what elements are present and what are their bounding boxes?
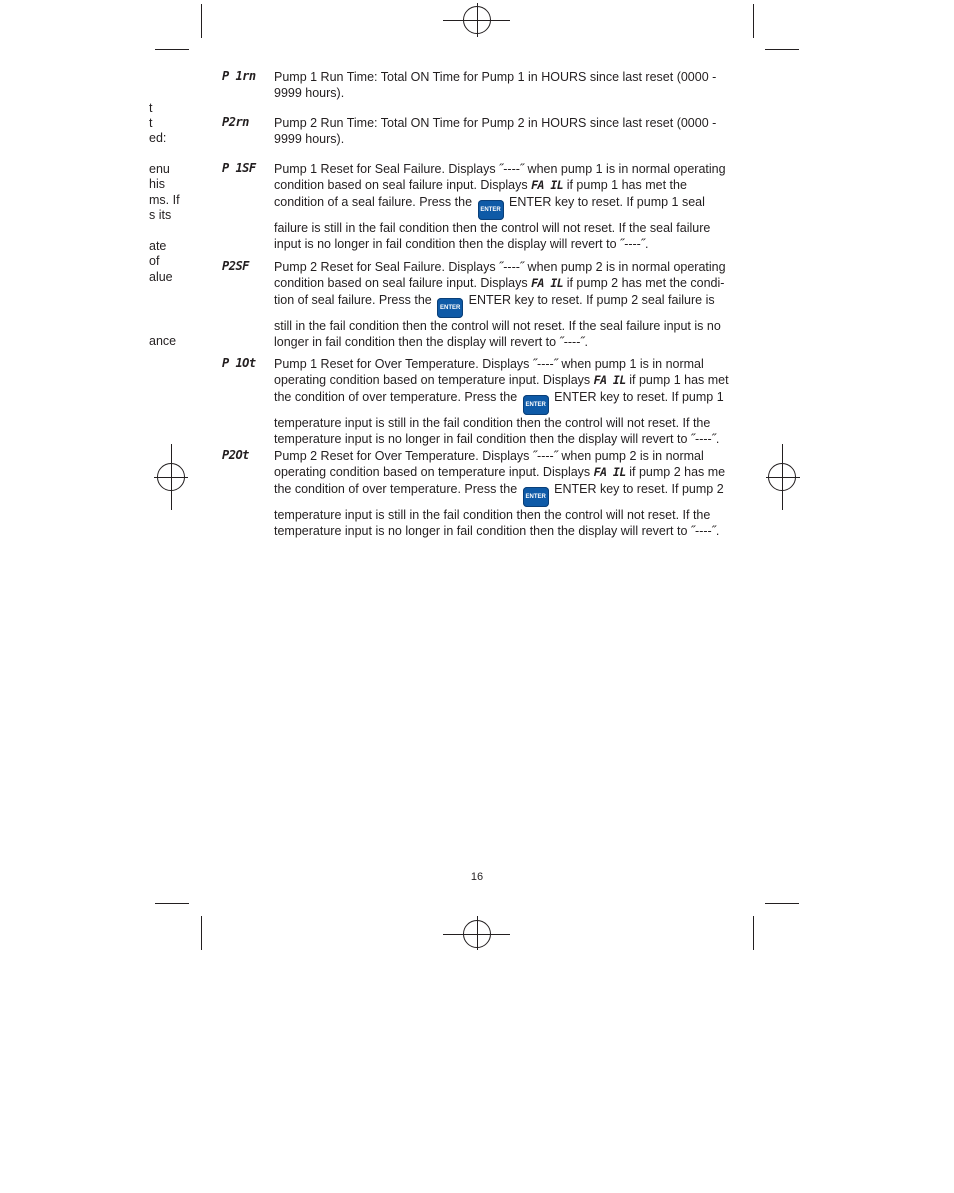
page-number: 16: [470, 871, 484, 883]
fail-display-code: FA IL: [531, 276, 564, 291]
description-text: Pump 2 Reset for Over Temperature. Displays ˝----˝ when pump 2 is in normal operating condition based on temperature input. Displays: [274, 449, 704, 480]
left-page-fragment: alue: [149, 270, 173, 284]
description-text: Pump 2 Run Time: Total ON Time for Pump 2 in HOURS since last reset (0000 - 9999 hours).: [274, 116, 717, 147]
crop-mark: [753, 916, 754, 950]
left-page-fragment: of: [149, 254, 160, 268]
enter-key-icon: ENTER: [437, 298, 463, 318]
left-page-fragment: his: [149, 177, 165, 191]
crop-mark: [155, 903, 189, 904]
description-text: Pump 1 Reset for Over Temperature. Displays ˝----˝ when pump 1 is in normal operating condition based on temperature input. Displays: [274, 357, 704, 388]
crop-mark: [765, 49, 799, 50]
description-text: if pump 2 has me the condition of over temperature. Press the: [274, 465, 726, 496]
parameter-description: [274, 69, 736, 102]
parameter-code: P2Ot: [222, 448, 249, 462]
enter-key-icon: ENTER: [523, 487, 549, 507]
parameter-description: [274, 448, 736, 540]
left-page-fragment: ance: [149, 334, 177, 348]
description-text: if pump 1 has met the condition of over temperature. Press the: [274, 373, 729, 404]
fail-display-code: FA IL: [593, 465, 626, 480]
left-page-fragment: t: [149, 101, 153, 115]
enter-key-icon: ENTER: [478, 200, 504, 220]
registration-line: [171, 444, 172, 510]
left-page-fragment: s its: [149, 208, 172, 222]
description-text: if pump 1 has met the condition of a seal failure. Press the: [274, 178, 687, 209]
parameter-code: P 1rn: [222, 69, 256, 83]
description-text: ENTER key to reset. If pump 2 temperature input is still in the fail condition then the control will not reset. If the temperature input is no longer in fail condition then the display will revert to ˝----˝.: [274, 481, 724, 539]
crop-mark: [201, 4, 202, 38]
parameter-code: P2SF: [222, 259, 249, 273]
parameter-description: [274, 161, 736, 253]
fail-display-code: FA IL: [593, 373, 626, 388]
left-page-fragment: ed:: [149, 131, 167, 145]
description-text: ENTER key to reset. If pump 2 seal failure is still in the fail condition then the control will not reset. If the seal failure input is no longer in fail condition then the display will revert to ˝----˝.: [274, 292, 721, 350]
left-page-fragment: enu: [149, 162, 170, 176]
left-page-fragment: ate: [149, 239, 167, 253]
parameter-code: P 1Ot: [222, 356, 256, 370]
parameter-description: [274, 259, 736, 351]
description-text: ENTER key to reset. If pump 1 temperature input is still in the fail condition then the control will not reset. If the temperature input is no longer in fail condition then the display will revert to ˝----˝.: [274, 389, 724, 447]
description-text: Pump 1 Run Time: Total ON Time for Pump 1 in HOURS since last reset (0000 - 9999 hours).: [274, 70, 717, 101]
registration-line: [477, 3, 478, 37]
enter-key-icon: ENTER: [523, 395, 549, 415]
left-page-fragment: t: [149, 116, 153, 130]
registration-line: [782, 444, 783, 510]
description-text: Pump 2 Reset for Seal Failure. Displays ˝----˝ when pump 2 is in normal operating condition based on seal failure input. Displays: [274, 260, 726, 291]
description-text: Pump 1 Reset for Seal Failure. Displays ˝----˝ when pump 1 is in normal operating condition based on seal failure input. Displays: [274, 162, 726, 193]
description-text: ENTER key to reset. If pump 1 seal failure is still in the fail condition then the control will not reset. If the seal failure input is no longer in fail condition then the display will revert to ˝----˝.: [274, 194, 711, 252]
crop-mark: [155, 49, 189, 50]
registration-line: [477, 916, 478, 950]
fail-display-code: FA IL: [531, 178, 564, 193]
crop-mark: [765, 903, 799, 904]
registration-line: [766, 477, 800, 478]
left-page-fragment: ms. If: [149, 193, 180, 207]
parameter-description: [274, 115, 736, 148]
crop-mark: [753, 4, 754, 38]
parameter-description: [274, 356, 736, 448]
parameter-code: P2rn: [222, 115, 249, 129]
parameter-code: P 1SF: [222, 161, 256, 175]
crop-mark: [201, 916, 202, 950]
description-text: if pump 2 has met the condi-tion of seal failure. Press the: [274, 276, 725, 307]
